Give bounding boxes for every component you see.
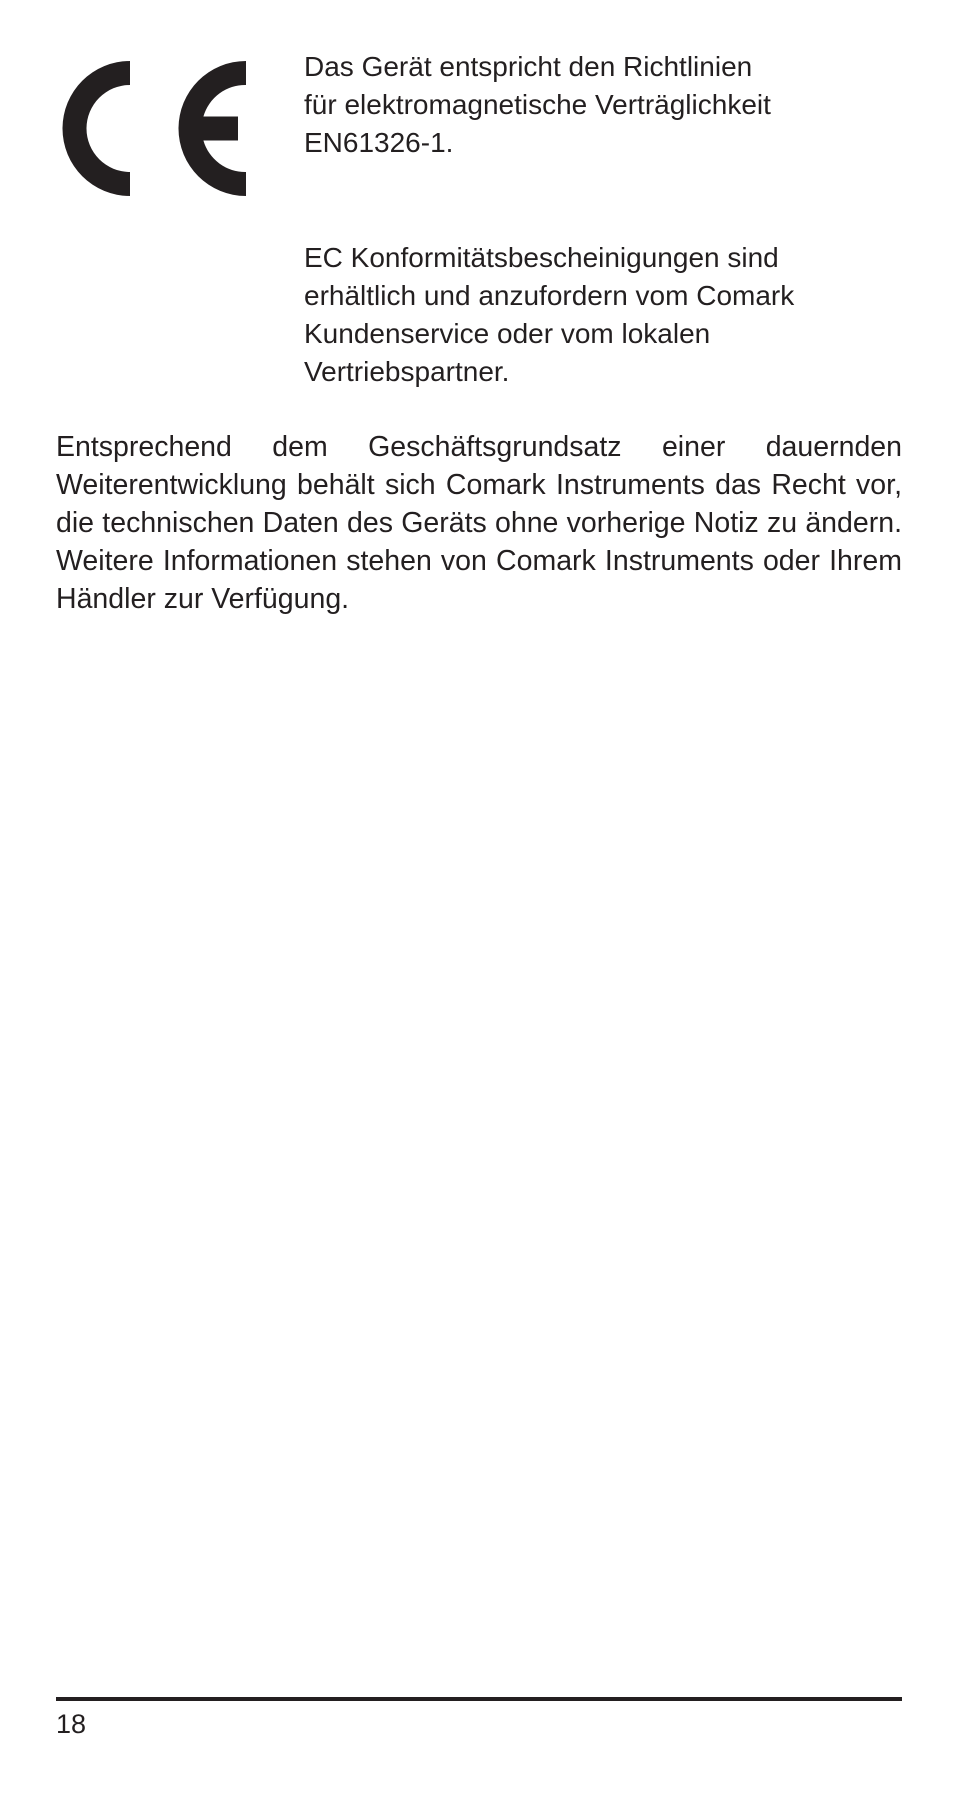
ce-mark-logo [56,61,246,196]
certificates-line-2: erhältlich und anzufordern vom Comark [304,280,795,311]
certificates-line-1: EC Konformitätsbescheinigungen sind [304,242,779,273]
conformity-line-3: EN61326-1. [304,127,454,158]
certificates-line-3: Kundenservice oder vom lokalen [304,318,711,349]
conformity-line-1: Das Gerät entspricht den Richtlinien [304,51,753,82]
certificates-statement [304,239,904,391]
page-number: 18 [56,1709,87,1739]
certificates-line-4: Vertriebspartner. [304,356,510,387]
footer-divider [56,1697,902,1701]
conformity-statement [304,48,904,162]
conformity-line-2: für elektromagnetische Verträglichkeit [304,89,771,120]
policy-paragraph: Entsprechend dem Geschäftsgrundsatz einer dauernden Weiterentwicklung behält sich Comark Instruments das Recht vor, die technischen Daten des Geräts ohne vorherige Notiz zu ändern. Weitere Informationen stehen von Comark Instruments oder Ihrem Händler zur Verfügung. [56,431,902,615]
